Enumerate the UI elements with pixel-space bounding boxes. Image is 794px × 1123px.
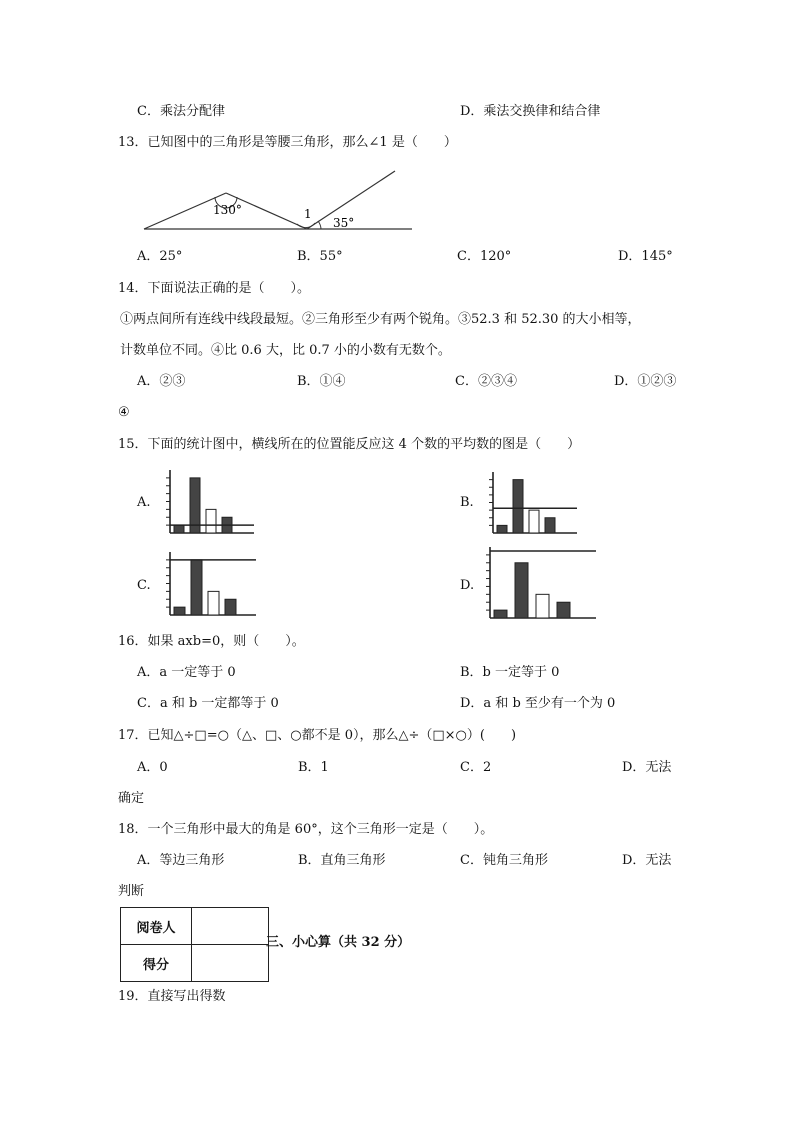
q15-label-c: C.	[137, 578, 151, 593]
q18-option-a: A．等边三角形	[137, 853, 225, 868]
q15-chart-a	[160, 468, 256, 536]
q13-option-b: B．55°	[297, 249, 343, 264]
q14-statement-line2: 计数单位不同。④比 0.6 大，比 0.7 小的小数有无数个。	[120, 343, 451, 358]
q16-option-a: A．a 一定等于 0	[137, 665, 236, 680]
q14-option-c: C．②③④	[455, 374, 517, 389]
q13-option-c: C．120°	[457, 249, 512, 264]
q19-stem: 19．直接写出得数	[118, 989, 226, 1004]
q16-option-d: D．a 和 b 至少有一个为 0	[460, 696, 616, 711]
q14-stem: 14．下面说法正确的是（ ）。	[118, 281, 311, 296]
score-blank	[192, 945, 269, 982]
q12-option-d: D．乘法交换律和结合律	[460, 104, 601, 119]
bar-3	[529, 510, 539, 533]
bar-4	[545, 518, 555, 533]
bar-3	[536, 594, 549, 618]
q14-option-b: B．①④	[297, 374, 346, 389]
grader-blank	[192, 908, 269, 945]
q14-option-d-wrap: ④	[118, 405, 130, 420]
bar-1	[174, 525, 184, 533]
q17-option-b: B．1	[298, 760, 329, 775]
q13-triangle-figure	[140, 166, 415, 234]
q16-option-b: B．b 一定等于 0	[460, 665, 560, 680]
q15-label-b: B.	[460, 495, 474, 510]
q15-chart-c	[160, 550, 258, 618]
q16-stem: 16．如果 axb=0，则（ ）。	[118, 634, 305, 649]
bar-4	[225, 599, 236, 615]
q15-stem: 15．下面的统计图中，横线所在的位置能反应这 4 个数的平均数的图是（ ）	[118, 437, 581, 452]
q17-option-a: A．0	[137, 760, 168, 775]
bar-2	[515, 563, 528, 618]
bar-1	[497, 525, 507, 533]
q18-option-d-wrap: 判断	[118, 884, 145, 899]
bar-2	[191, 560, 202, 615]
bar-3	[206, 509, 216, 533]
label-130: 130°	[213, 203, 242, 217]
q13-option-d: D．145°	[618, 249, 673, 264]
bar-2	[513, 480, 523, 533]
q18-option-d: D．无法	[622, 853, 672, 868]
q14-option-d: D．①②③	[614, 374, 677, 389]
q13-option-a: A．25°	[137, 249, 183, 264]
score-label: 得分	[121, 945, 192, 982]
section-3-title: 三、小心算（共 32 分）	[266, 935, 411, 950]
bar-4	[557, 602, 570, 618]
q17-option-c: C．2	[460, 760, 492, 775]
label-35: 35°	[333, 216, 355, 230]
q17-option-d-wrap: 确定	[118, 791, 145, 806]
q17-stem: 17．已知△÷□=○（△、□、○都不是 0），那么△÷（□×○）( )	[118, 728, 517, 743]
q15-chart-b	[483, 470, 579, 536]
q18-option-c: C．钝角三角形	[460, 853, 548, 868]
q17-option-d: D．无法	[622, 760, 672, 775]
q15-label-a: A.	[137, 495, 151, 510]
q15-label-d: D.	[460, 578, 475, 593]
q13-stem: 13．已知图中的三角形是等腰三角形，那么∠1 是（ ）	[118, 135, 457, 150]
score-table	[120, 907, 269, 982]
label-angle-1: 1	[304, 207, 312, 221]
q18-option-b: B．直角三角形	[298, 853, 386, 868]
grader-label: 阅卷人	[121, 908, 192, 945]
q14-statement-line1: ①两点间所有连线中线段最短。②三角形至少有两个锐角。③52.3 和 52.30 的大小相等，	[120, 312, 641, 327]
q18-stem: 18．一个三角形中最大的角是 60°，这个三角形一定是（ ）。	[118, 822, 494, 837]
bar-3	[208, 591, 219, 615]
q15-chart-d	[480, 545, 598, 621]
q12-option-c: C．乘法分配律	[137, 104, 225, 119]
q14-option-a: A．②③	[137, 374, 186, 389]
bar-1	[494, 610, 507, 618]
bar-1	[174, 607, 185, 615]
angle-35-arc	[318, 221, 321, 229]
q16-option-c: C．a 和 b 一定都等于 0	[137, 696, 279, 711]
